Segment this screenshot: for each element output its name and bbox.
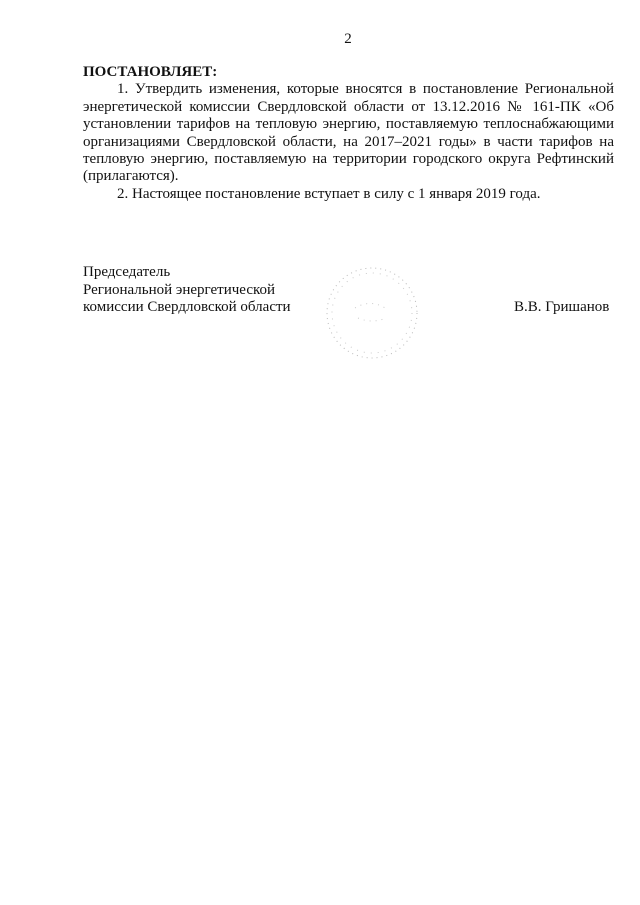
item-2: 2. Настоящее постановление вступает в силу с 1 января 2019 года. xyxy=(117,185,541,202)
position-line: Региональной энергетической xyxy=(83,281,276,298)
official-stamp xyxy=(320,258,430,373)
item-1: 1. Утвердить изменения, которые вносятся в постановление Региональной энергетической комиссии Свердловской области от 13.12.2016 № 161-ПК «Об установлении тарифов на тепловую энергию, поставляемую теплоснабжающими организациями Свердловской области, на 2017–2021 годы» в части тарифов на тепловую энергию, поставляемую на территории городского округа Рефтинский (прилагаются). xyxy=(83,81,614,185)
resolution-heading: ПОСТАНОВЛЯЕТ: xyxy=(83,64,218,80)
document-body xyxy=(83,64,614,203)
signatory-name: В.В. Гришанов xyxy=(514,299,610,315)
position-line: Председатель xyxy=(83,264,171,280)
signatory-position xyxy=(83,264,291,317)
position-line: комиссии Свердловской области xyxy=(83,299,291,315)
page-number: 2 xyxy=(344,31,352,47)
